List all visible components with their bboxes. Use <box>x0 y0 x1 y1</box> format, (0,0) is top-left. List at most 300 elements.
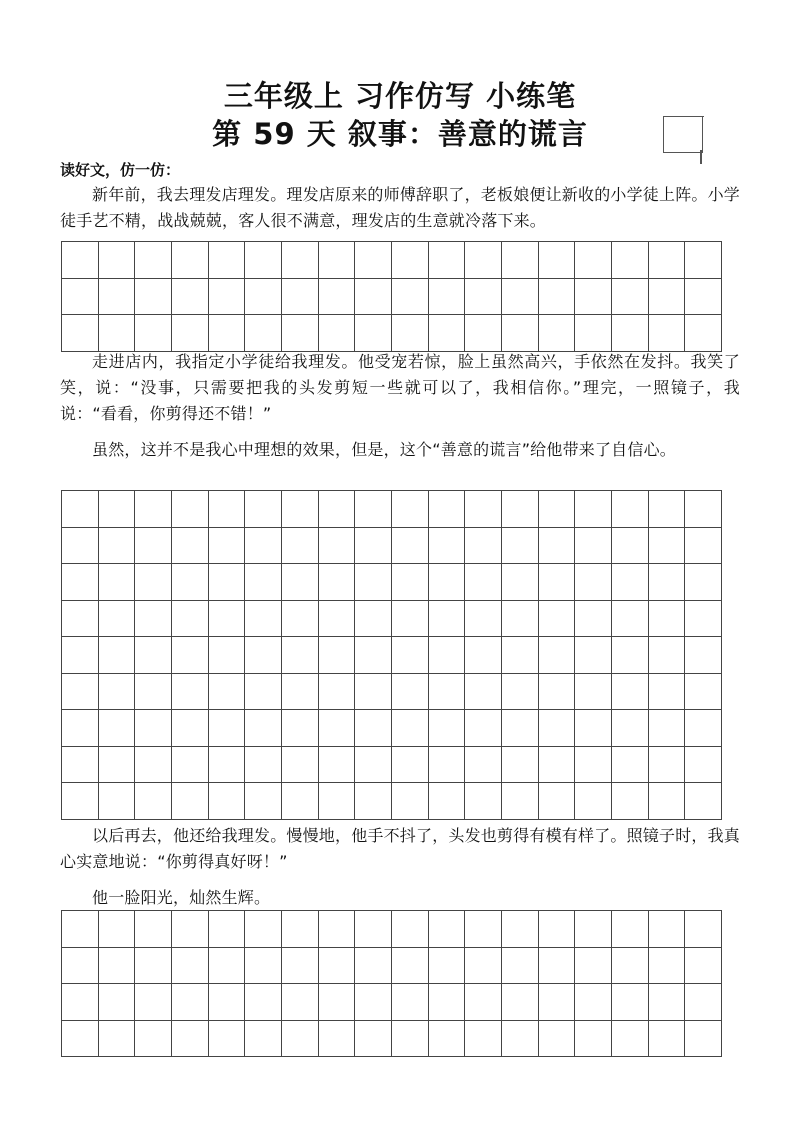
grid-cell[interactable] <box>282 710 319 747</box>
grid-cell[interactable] <box>539 564 576 601</box>
grid-cell[interactable] <box>465 528 502 565</box>
grid-cell[interactable] <box>282 242 319 279</box>
paragraph-2: 走进店内，我指定小学徒给我理发。他受宠若惊，脸上虽然高兴，手依然在发抖。我笑了笑，说：“没事，只需要把我的头发剪短一些就可以了，我相信你。”理完，一照镜子，我说：“看看，你剪得还不错！” <box>60 352 740 423</box>
grid-cell[interactable] <box>172 491 209 528</box>
grid-cell[interactable] <box>245 637 282 674</box>
grid-cell[interactable] <box>685 528 722 565</box>
grid-cell[interactable] <box>62 783 99 820</box>
grid-cell[interactable] <box>392 911 429 948</box>
grid-cell[interactable] <box>685 911 722 948</box>
grid-cell[interactable] <box>172 984 209 1021</box>
grid-cell[interactable] <box>502 747 539 784</box>
grid-cell[interactable] <box>649 491 686 528</box>
page-subtitle: 第 59 天 叙事：善意的谎言 <box>212 117 588 151</box>
grid-cell[interactable] <box>62 528 99 565</box>
grid-cell[interactable] <box>502 491 539 528</box>
grid-cell[interactable] <box>319 637 356 674</box>
grid-cell[interactable] <box>99 601 136 638</box>
grid-cell[interactable] <box>539 491 576 528</box>
grid-cell[interactable] <box>575 1021 612 1058</box>
grid-cell[interactable] <box>465 783 502 820</box>
grid-cell[interactable] <box>62 948 99 985</box>
grid-cell[interactable] <box>282 747 319 784</box>
grid-cell[interactable] <box>245 315 282 352</box>
grid-cell[interactable] <box>135 601 172 638</box>
grid-cell[interactable] <box>62 984 99 1021</box>
grid-cell[interactable] <box>172 1021 209 1058</box>
grid-cell[interactable] <box>429 783 466 820</box>
grid-cell[interactable] <box>209 783 246 820</box>
grid-cell[interactable] <box>172 315 209 352</box>
grid-cell[interactable] <box>99 747 136 784</box>
grid-cell[interactable] <box>649 783 686 820</box>
grid-cell[interactable] <box>502 279 539 316</box>
grid-cell[interactable] <box>99 491 136 528</box>
grid-cell[interactable] <box>245 674 282 711</box>
grid-cell[interactable] <box>392 674 429 711</box>
grid-cell[interactable] <box>392 491 429 528</box>
grid-cell[interactable] <box>465 984 502 1021</box>
grid-cell[interactable] <box>282 491 319 528</box>
grid-cell[interactable] <box>319 911 356 948</box>
grid-cell[interactable] <box>685 491 722 528</box>
grid-cell[interactable] <box>62 747 99 784</box>
grid-cell[interactable] <box>685 564 722 601</box>
grid-cell[interactable] <box>502 984 539 1021</box>
grid-cell[interactable] <box>355 783 392 820</box>
grid-cell[interactable] <box>539 984 576 1021</box>
grid-cell[interactable] <box>319 564 356 601</box>
grid-cell[interactable] <box>612 242 649 279</box>
grid-cell[interactable] <box>245 984 282 1021</box>
grid-cell[interactable] <box>99 528 136 565</box>
grid-cell[interactable] <box>612 601 649 638</box>
grid-cell[interactable] <box>62 279 99 316</box>
grid-cell[interactable] <box>282 637 319 674</box>
grid-cell[interactable] <box>135 1021 172 1058</box>
grid-cell[interactable] <box>99 564 136 601</box>
writing-grid-2[interactable] <box>61 490 722 820</box>
grid-cell[interactable] <box>465 637 502 674</box>
grid-cell[interactable] <box>172 710 209 747</box>
grid-cell[interactable] <box>612 279 649 316</box>
grid-cell[interactable] <box>575 783 612 820</box>
grid-cell[interactable] <box>282 911 319 948</box>
grid-cell[interactable] <box>502 637 539 674</box>
grid-cell[interactable] <box>62 315 99 352</box>
grid-cell[interactable] <box>539 637 576 674</box>
grid-cell[interactable] <box>575 242 612 279</box>
grid-cell[interactable] <box>172 242 209 279</box>
grid-cell[interactable] <box>539 279 576 316</box>
grid-cell[interactable] <box>539 747 576 784</box>
grid-cell[interactable] <box>429 637 466 674</box>
grid-cell[interactable] <box>135 710 172 747</box>
grid-cell[interactable] <box>685 315 722 352</box>
grid-cell[interactable] <box>392 747 429 784</box>
grid-cell[interactable] <box>62 911 99 948</box>
grid-cell[interactable] <box>209 242 246 279</box>
grid-cell[interactable] <box>649 242 686 279</box>
grid-cell[interactable] <box>135 637 172 674</box>
grid-cell[interactable] <box>282 528 319 565</box>
grid-cell[interactable] <box>649 637 686 674</box>
grid-cell[interactable] <box>172 601 209 638</box>
grid-cell[interactable] <box>502 242 539 279</box>
grid-cell[interactable] <box>465 601 502 638</box>
grid-cell[interactable] <box>465 242 502 279</box>
grid-cell[interactable] <box>135 674 172 711</box>
grid-cell[interactable] <box>685 279 722 316</box>
grid-cell[interactable] <box>429 315 466 352</box>
grid-cell[interactable] <box>685 747 722 784</box>
grid-cell[interactable] <box>282 674 319 711</box>
grid-cell[interactable] <box>282 315 319 352</box>
grid-cell[interactable] <box>612 747 649 784</box>
grid-cell[interactable] <box>575 279 612 316</box>
grid-cell[interactable] <box>135 911 172 948</box>
grid-cell[interactable] <box>392 1021 429 1058</box>
grid-cell[interactable] <box>575 601 612 638</box>
grid-cell[interactable] <box>135 783 172 820</box>
grid-cell[interactable] <box>575 315 612 352</box>
grid-cell[interactable] <box>62 1021 99 1058</box>
grid-cell[interactable] <box>319 315 356 352</box>
grid-cell[interactable] <box>502 564 539 601</box>
grid-cell[interactable] <box>685 242 722 279</box>
grid-cell[interactable] <box>465 948 502 985</box>
grid-cell[interactable] <box>319 491 356 528</box>
grid-cell[interactable] <box>99 783 136 820</box>
grid-cell[interactable] <box>685 674 722 711</box>
grid-cell[interactable] <box>355 315 392 352</box>
grid-cell[interactable] <box>319 710 356 747</box>
grid-cell[interactable] <box>649 279 686 316</box>
writing-grid-3[interactable] <box>61 910 722 1057</box>
grid-cell[interactable] <box>245 279 282 316</box>
grid-cell[interactable] <box>355 984 392 1021</box>
grid-cell[interactable] <box>575 528 612 565</box>
grid-cell[interactable] <box>245 1021 282 1058</box>
grid-cell[interactable] <box>539 601 576 638</box>
grid-cell[interactable] <box>319 279 356 316</box>
grid-cell[interactable] <box>502 710 539 747</box>
grid-cell[interactable] <box>502 674 539 711</box>
grid-cell[interactable] <box>209 279 246 316</box>
grid-cell[interactable] <box>282 279 319 316</box>
grid-cell[interactable] <box>392 984 429 1021</box>
grid-cell[interactable] <box>245 783 282 820</box>
grid-cell[interactable] <box>319 528 356 565</box>
grid-cell[interactable] <box>355 911 392 948</box>
grid-cell[interactable] <box>245 601 282 638</box>
grid-cell[interactable] <box>539 1021 576 1058</box>
grid-cell[interactable] <box>429 911 466 948</box>
grid-cell[interactable] <box>245 710 282 747</box>
grid-cell[interactable] <box>612 948 649 985</box>
grid-cell[interactable] <box>429 747 466 784</box>
grid-cell[interactable] <box>502 911 539 948</box>
grid-cell[interactable] <box>649 948 686 985</box>
grid-cell[interactable] <box>99 637 136 674</box>
grid-cell[interactable] <box>539 783 576 820</box>
grid-cell[interactable] <box>649 1021 686 1058</box>
grid-cell[interactable] <box>355 710 392 747</box>
grid-cell[interactable] <box>465 491 502 528</box>
grid-cell[interactable] <box>135 747 172 784</box>
grid-cell[interactable] <box>392 637 429 674</box>
grid-cell[interactable] <box>319 783 356 820</box>
grid-cell[interactable] <box>392 710 429 747</box>
paragraph-4: 以后再去，他还给我理发。慢慢地，他手不抖了，头发也剪得有模有样了。照镜子时，我真心实意地说：“你剪得真好呀！” <box>60 826 741 871</box>
grid-cell[interactable] <box>99 242 136 279</box>
grid-cell[interactable] <box>392 564 429 601</box>
grid-cell[interactable] <box>649 601 686 638</box>
grid-cell[interactable] <box>209 315 246 352</box>
grid-cell[interactable] <box>612 1021 649 1058</box>
grid-cell[interactable] <box>649 315 686 352</box>
score-box <box>663 116 703 153</box>
grid-cell[interactable] <box>649 674 686 711</box>
grid-cell[interactable] <box>172 528 209 565</box>
grid-cell[interactable] <box>575 637 612 674</box>
grid-cell[interactable] <box>429 948 466 985</box>
grid-cell[interactable] <box>685 984 722 1021</box>
grid-cell[interactable] <box>392 601 429 638</box>
grid-cell[interactable] <box>135 948 172 985</box>
grid-cell[interactable] <box>135 528 172 565</box>
grid-cell[interactable] <box>99 911 136 948</box>
grid-cell[interactable] <box>685 710 722 747</box>
grid-cell[interactable] <box>62 710 99 747</box>
grid-cell[interactable] <box>429 984 466 1021</box>
grid-cell[interactable] <box>502 528 539 565</box>
grid-cell[interactable] <box>245 948 282 985</box>
grid-cell[interactable] <box>685 1021 722 1058</box>
grid-cell[interactable] <box>99 710 136 747</box>
grid-cell[interactable] <box>355 491 392 528</box>
grid-cell[interactable] <box>575 911 612 948</box>
grid-cell[interactable] <box>612 637 649 674</box>
grid-cell[interactable] <box>465 564 502 601</box>
grid-cell[interactable] <box>282 948 319 985</box>
grid-cell[interactable] <box>209 710 246 747</box>
grid-cell[interactable] <box>649 747 686 784</box>
grid-cell[interactable] <box>209 601 246 638</box>
grid-cell[interactable] <box>99 674 136 711</box>
section-label: 读好文，仿一仿： <box>60 161 181 179</box>
grid-cell[interactable] <box>209 911 246 948</box>
grid-cell[interactable] <box>172 948 209 985</box>
grid-cell[interactable] <box>62 601 99 638</box>
grid-cell[interactable] <box>429 279 466 316</box>
grid-cell[interactable] <box>209 491 246 528</box>
grid-cell[interactable] <box>355 747 392 784</box>
grid-cell[interactable] <box>612 911 649 948</box>
grid-cell[interactable] <box>99 279 136 316</box>
grid-cell[interactable] <box>539 710 576 747</box>
grid-cell[interactable] <box>539 315 576 352</box>
grid-cell[interactable] <box>172 279 209 316</box>
grid-cell[interactable] <box>135 564 172 601</box>
grid-cell[interactable] <box>612 674 649 711</box>
grid-cell[interactable] <box>172 911 209 948</box>
grid-cell[interactable] <box>245 491 282 528</box>
grid-cell[interactable] <box>99 948 136 985</box>
grid-cell[interactable] <box>282 1021 319 1058</box>
grid-cell[interactable] <box>135 242 172 279</box>
grid-cell[interactable] <box>245 528 282 565</box>
grid-cell[interactable] <box>355 279 392 316</box>
grid-cell[interactable] <box>575 674 612 711</box>
grid-cell[interactable] <box>62 242 99 279</box>
grid-cell[interactable] <box>319 747 356 784</box>
grid-cell[interactable] <box>649 564 686 601</box>
grid-cell[interactable] <box>245 747 282 784</box>
grid-cell[interactable] <box>135 279 172 316</box>
grid-cell[interactable] <box>172 564 209 601</box>
grid-cell[interactable] <box>612 783 649 820</box>
grid-cell[interactable] <box>465 710 502 747</box>
grid-cell[interactable] <box>649 710 686 747</box>
grid-cell[interactable] <box>319 1021 356 1058</box>
grid-cell[interactable] <box>465 1021 502 1058</box>
grid-cell[interactable] <box>539 528 576 565</box>
grid-cell[interactable] <box>319 674 356 711</box>
grid-cell[interactable] <box>245 242 282 279</box>
grid-cell[interactable] <box>282 984 319 1021</box>
grid-cell[interactable] <box>685 948 722 985</box>
grid-cell[interactable] <box>319 242 356 279</box>
grid-cell[interactable] <box>99 984 136 1021</box>
grid-cell[interactable] <box>429 491 466 528</box>
grid-cell[interactable] <box>392 279 429 316</box>
grid-cell[interactable] <box>612 528 649 565</box>
grid-cell[interactable] <box>392 528 429 565</box>
grid-cell[interactable] <box>245 564 282 601</box>
grid-cell[interactable] <box>429 601 466 638</box>
grid-cell[interactable] <box>429 1021 466 1058</box>
grid-cell[interactable] <box>429 674 466 711</box>
grid-cell[interactable] <box>575 747 612 784</box>
grid-cell[interactable] <box>502 1021 539 1058</box>
grid-cell[interactable] <box>575 491 612 528</box>
grid-cell[interactable] <box>355 528 392 565</box>
grid-cell[interactable] <box>429 528 466 565</box>
grid-cell[interactable] <box>319 948 356 985</box>
grid-cell[interactable] <box>539 242 576 279</box>
writing-grid-1[interactable] <box>61 241 722 352</box>
grid-cell[interactable] <box>62 564 99 601</box>
grid-cell[interactable] <box>685 637 722 674</box>
grid-cell[interactable] <box>209 528 246 565</box>
grid-cell[interactable] <box>355 948 392 985</box>
paragraph-3: 虽然，这并不是我心中理想的效果，但是，这个“善意的谎言”给他带来了自信心。 <box>92 440 676 459</box>
grid-cell[interactable] <box>99 1021 136 1058</box>
grid-cell[interactable] <box>575 984 612 1021</box>
grid-cell[interactable] <box>319 984 356 1021</box>
grid-cell[interactable] <box>62 637 99 674</box>
grid-cell[interactable] <box>685 601 722 638</box>
grid-cell[interactable] <box>392 783 429 820</box>
grid-cell[interactable] <box>392 948 429 985</box>
grid-cell[interactable] <box>209 564 246 601</box>
grid-cell[interactable] <box>282 783 319 820</box>
grid-cell[interactable] <box>429 564 466 601</box>
grid-cell[interactable] <box>355 564 392 601</box>
grid-cell[interactable] <box>612 315 649 352</box>
grid-cell[interactable] <box>539 674 576 711</box>
grid-cell[interactable] <box>172 783 209 820</box>
grid-cell[interactable] <box>172 637 209 674</box>
grid-cell[interactable] <box>502 783 539 820</box>
page-title: 三年级上 习作仿写 小练笔 <box>223 79 577 113</box>
grid-cell[interactable] <box>99 315 136 352</box>
grid-cell[interactable] <box>465 747 502 784</box>
grid-cell[interactable] <box>612 491 649 528</box>
grid-cell[interactable] <box>649 911 686 948</box>
grid-cell[interactable] <box>355 674 392 711</box>
grid-cell[interactable] <box>575 948 612 985</box>
grid-cell[interactable] <box>502 948 539 985</box>
grid-cell[interactable] <box>649 528 686 565</box>
grid-cell[interactable] <box>649 984 686 1021</box>
grid-cell[interactable] <box>355 601 392 638</box>
grid-cell[interactable] <box>429 710 466 747</box>
grid-cell[interactable] <box>245 911 282 948</box>
grid-cell[interactable] <box>62 491 99 528</box>
grid-cell[interactable] <box>319 601 356 638</box>
grid-cell[interactable] <box>172 747 209 784</box>
grid-cell[interactable] <box>465 911 502 948</box>
grid-cell[interactable] <box>282 564 319 601</box>
grid-cell[interactable] <box>209 674 246 711</box>
grid-cell[interactable] <box>575 564 612 601</box>
grid-cell[interactable] <box>465 279 502 316</box>
grid-cell[interactable] <box>209 948 246 985</box>
grid-cell[interactable] <box>62 674 99 711</box>
paragraph-5: 他一脸阳光，灿然生辉。 <box>92 888 271 907</box>
grid-cell[interactable] <box>392 242 429 279</box>
grid-cell[interactable] <box>209 637 246 674</box>
grid-cell[interactable] <box>612 984 649 1021</box>
grid-cell[interactable] <box>209 1021 246 1058</box>
grid-cell[interactable] <box>355 1021 392 1058</box>
grid-cell[interactable] <box>612 564 649 601</box>
grid-cell[interactable] <box>612 710 649 747</box>
grid-cell[interactable] <box>465 674 502 711</box>
grid-cell[interactable] <box>172 674 209 711</box>
grid-cell[interactable] <box>355 242 392 279</box>
grid-cell[interactable] <box>465 315 502 352</box>
grid-cell[interactable] <box>685 783 722 820</box>
grid-cell[interactable] <box>135 315 172 352</box>
grid-cell[interactable] <box>282 601 319 638</box>
grid-cell[interactable] <box>502 315 539 352</box>
grid-cell[interactable] <box>575 710 612 747</box>
grid-cell[interactable] <box>539 911 576 948</box>
grid-cell[interactable] <box>429 242 466 279</box>
grid-cell[interactable] <box>355 637 392 674</box>
paragraph-1: 新年前，我去理发店理发。理发店原来的师傅辞职了，老板娘便让新收的小学徒上阵。小学徒手艺不精，战战兢兢，客人很不满意，理发店的生意就冷落下来。 <box>60 185 741 230</box>
grid-cell[interactable] <box>539 948 576 985</box>
grid-cell[interactable] <box>135 984 172 1021</box>
grid-cell[interactable] <box>209 984 246 1021</box>
grid-cell[interactable] <box>209 747 246 784</box>
grid-cell[interactable] <box>502 601 539 638</box>
grid-cell[interactable] <box>392 315 429 352</box>
grid-cell[interactable] <box>135 491 172 528</box>
